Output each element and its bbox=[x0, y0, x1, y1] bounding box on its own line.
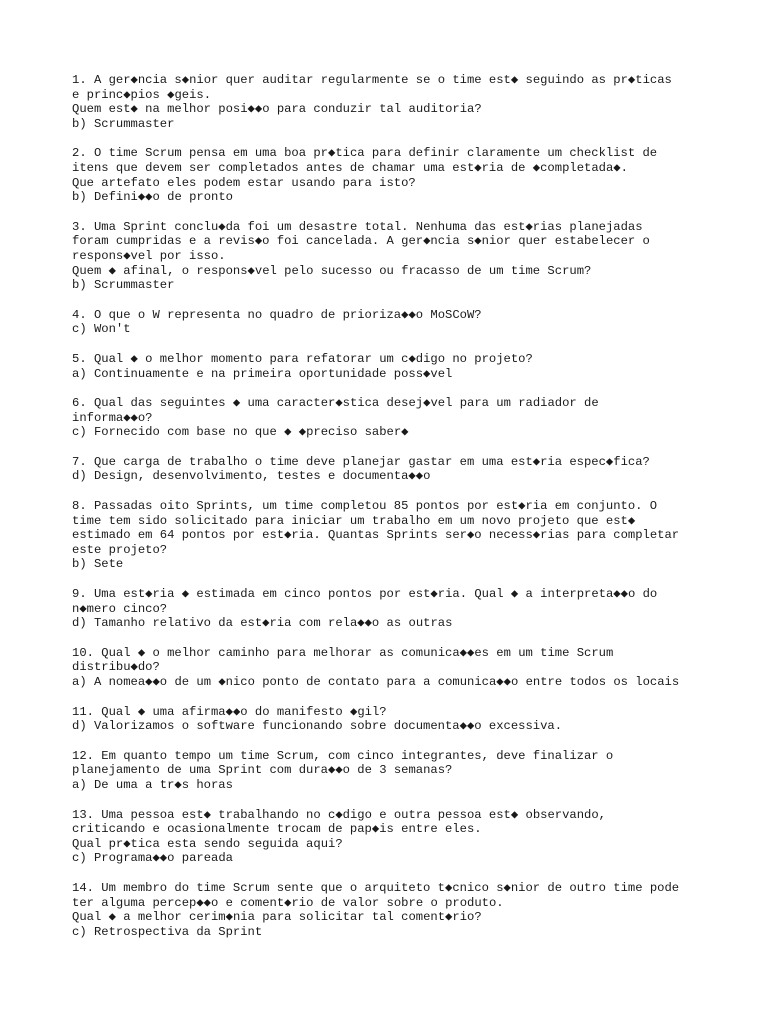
answer-line: a) De uma a tr◆s horas bbox=[72, 777, 233, 792]
question-block bbox=[72, 73, 752, 131]
question-line: 4. O que o W representa no quadro de prioriza◆◆o MoSCoW? bbox=[72, 307, 482, 322]
question-block bbox=[72, 749, 752, 793]
question-block bbox=[72, 455, 752, 484]
answer-line: c) Retrospectiva da Sprint bbox=[72, 924, 263, 939]
question-line: Quem est◆ na melhor posi◆◆o para conduzir tal auditoria? bbox=[72, 102, 482, 117]
answer-line: c) Won't bbox=[72, 322, 131, 337]
document-page bbox=[72, 73, 752, 954]
question-block bbox=[72, 808, 752, 866]
question-block bbox=[72, 587, 752, 631]
answer-line: a) Continuamente e na primeira oportunidade poss◆vel bbox=[72, 366, 453, 381]
question-line: Que artefato eles podem estar usando para isto? bbox=[72, 175, 416, 190]
question-line: respons◆vel por isso. bbox=[72, 248, 226, 263]
question-line: 5. Qual ◆ o melhor momento para refatorar um c◆digo no projeto? bbox=[72, 351, 533, 366]
question-block bbox=[72, 881, 752, 939]
answer-line: b) Scrummaster bbox=[72, 278, 175, 293]
question-line: 8. Passadas oito Sprints, um time completou 85 pontos por est◆ria em conjunto. O bbox=[72, 499, 658, 514]
answer-line: b) Defini◆◆o de pronto bbox=[72, 190, 233, 205]
question-line: time tem sido solicitado para iniciar um trabalho em um novo projeto que est◆ bbox=[72, 513, 636, 528]
question-line: Qual ◆ a melhor cerim◆nia para solicitar tal coment◆rio? bbox=[72, 910, 482, 925]
answer-line: c) Programa◆◆o pareada bbox=[72, 851, 233, 866]
question-line: 11. Qual ◆ uma afirma◆◆o do manifesto ◆gil? bbox=[72, 704, 387, 719]
question-line: Quem ◆ afinal, o respons◆vel pelo sucesso ou fracasso de um time Scrum? bbox=[72, 263, 592, 278]
question-block bbox=[72, 499, 752, 572]
question-line: 10. Qual ◆ o melhor caminho para melhorar as comunica◆◆es em um time Scrum bbox=[72, 645, 614, 660]
question-line: itens que devem ser completados antes de chamar uma est◆ria de ◆completada◆. bbox=[72, 160, 628, 175]
question-line: 7. Que carga de trabalho o time deve planejar gastar em uma est◆ria espec◆fica? bbox=[72, 454, 650, 469]
answer-line: d) Valorizamos o software funcionando sobre documenta◆◆o excessiva. bbox=[72, 719, 563, 734]
question-line: informa◆◆o? bbox=[72, 410, 153, 425]
answer-line: d) Design, desenvolvimento, testes e documenta◆◆o bbox=[72, 469, 431, 484]
question-line: n◆mero cinco? bbox=[72, 601, 168, 616]
question-line: e princ◆pios ◆geis. bbox=[72, 87, 212, 102]
question-line: foram cumpridas e a revis◆o foi cancelada. A ger◆ncia s◆nior quer estabelecer o bbox=[72, 234, 650, 249]
question-block bbox=[72, 352, 752, 381]
question-line: 2. O time Scrum pensa em uma boa pr◆tica para definir claramente um checklist de bbox=[72, 146, 658, 161]
answer-line: b) Scrummaster bbox=[72, 116, 175, 131]
question-block bbox=[72, 705, 752, 734]
question-block bbox=[72, 146, 752, 204]
question-line: estimado em 64 pontos por est◆ria. Quantas Sprints ser◆o necess◆rias para completar bbox=[72, 528, 680, 543]
question-line: este projeto? bbox=[72, 542, 168, 557]
question-block bbox=[72, 396, 752, 440]
question-line: Qual pr◆tica esta sendo seguida aqui? bbox=[72, 836, 343, 851]
question-line: 6. Qual das seguintes ◆ uma caracter◆stica desej◆vel para um radiador de bbox=[72, 396, 599, 411]
question-line: 14. Um membro do time Scrum sente que o arquiteto t◆cnico s◆nior de outro time pode bbox=[72, 880, 680, 895]
question-line: distribu◆do? bbox=[72, 660, 160, 675]
answer-line: b) Sete bbox=[72, 557, 124, 572]
answer-line: c) Fornecido com base no que ◆ ◆preciso saber◆ bbox=[72, 425, 409, 440]
question-line: criticando e ocasionalmente trocam de pap◆is entre eles. bbox=[72, 822, 482, 837]
question-block bbox=[72, 220, 752, 293]
question-line: 1. A ger◆ncia s◆nior quer auditar regularmente se o time est◆ seguindo as pr◆ticas bbox=[72, 73, 672, 87]
question-line: 13. Uma pessoa est◆ trabalhando no c◆digo e outra pessoa est◆ observando, bbox=[72, 807, 606, 822]
question-line: planejamento de uma Sprint com dura◆◆o de 3 semanas? bbox=[72, 763, 453, 778]
answer-line: d) Tamanho relativo da est◆ria com rela◆◆o as outras bbox=[72, 616, 453, 631]
question-list bbox=[72, 73, 752, 939]
question-line: 9. Uma est◆ria ◆ estimada em cinco pontos por est◆ria. Qual ◆ a interpreta◆◆o do bbox=[72, 587, 658, 602]
answer-line: a) A nomea◆◆o de um ◆nico ponto de contato para a comunica◆◆o entre todos os locais bbox=[72, 675, 680, 689]
question-line: 12. Em quanto tempo um time Scrum, com cinco integrantes, deve finalizar o bbox=[72, 748, 614, 763]
question-line: 3. Uma Sprint conclu◆da foi um desastre total. Nenhuma das est◆rias planejadas bbox=[72, 219, 643, 234]
question-block bbox=[72, 646, 752, 690]
question-block bbox=[72, 308, 752, 337]
question-line: ter alguma percep◆◆o e coment◆rio de valor sobre o produto. bbox=[72, 895, 504, 910]
